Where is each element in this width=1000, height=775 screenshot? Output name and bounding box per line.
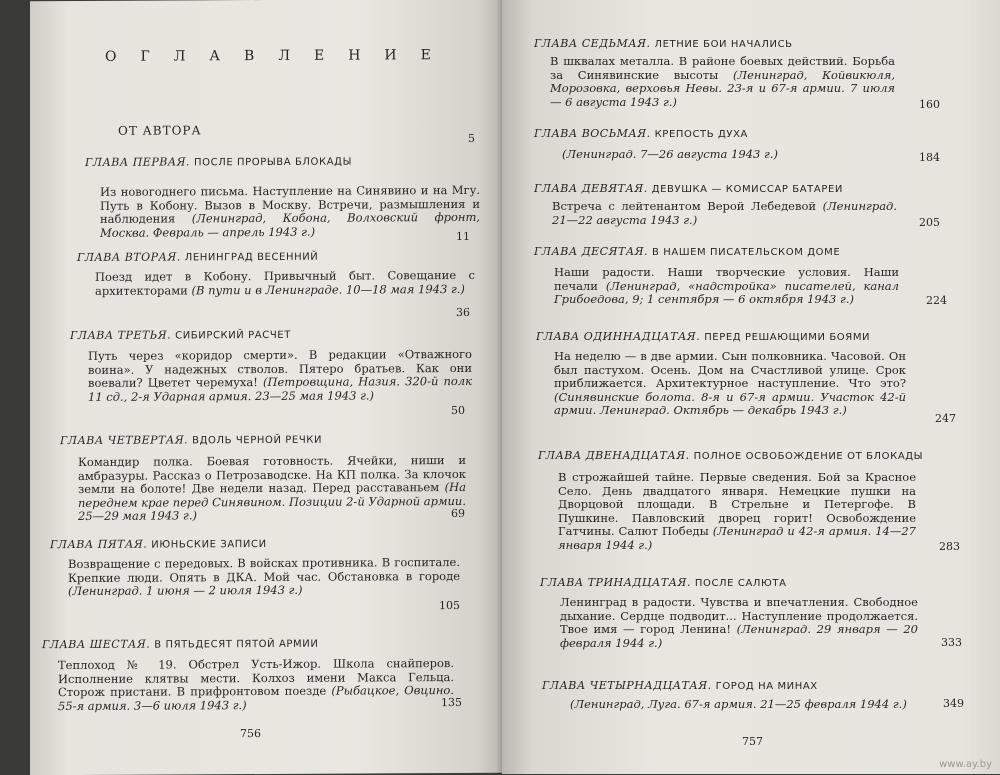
chapter-description bbox=[550, 55, 895, 109]
chapter-description bbox=[78, 454, 466, 524]
chapter-heading bbox=[85, 155, 352, 169]
chapter-page-number: 160 bbox=[919, 98, 940, 111]
chapter-title: ВДОЛЬ ЧЕРНОЙ РЕЧКИ bbox=[192, 434, 323, 447]
chapter-summary: Поезд идет в Кобону. Привычный быт. Совещание с архитекторами bbox=[95, 267, 475, 298]
chapter-heading bbox=[60, 433, 322, 447]
chapter-title: ИЮНЬСКИЕ ЗАПИСИ bbox=[151, 538, 267, 551]
chapter-label: ГЛАВА ШЕСТАЯ. bbox=[42, 637, 151, 652]
chapter-title: КРЕПОСТЬ ДУХА bbox=[654, 129, 748, 140]
chapter-heading bbox=[534, 127, 748, 140]
chapter-page-number: 349 bbox=[943, 697, 964, 710]
chapter-page-number: 283 bbox=[939, 540, 960, 553]
chapter-label: ГЛАВА ТРЕТЬЯ. bbox=[70, 328, 172, 343]
chapter-heading bbox=[538, 449, 923, 462]
chapter-page-number: 247 bbox=[935, 412, 956, 425]
chapter-place-date: (Ленинград. 7—26 августа 1943 г.) bbox=[562, 147, 778, 161]
chapter-place-date: (Ленинград, Луга. 67-я армия. 21—25 февраля 1944 г.) bbox=[570, 697, 907, 711]
chapter-description bbox=[560, 596, 918, 650]
chapter-place-date: (Рыбацкое, Овцино. 55-я армия. 3—6 июля 1943 г.) bbox=[58, 683, 455, 713]
chapter-place-date: (Петровщина, Назия. 320-й полк 11 сд., 2-я Ударная армия. 23—25 мая 1943 г.) bbox=[88, 373, 472, 404]
chapter-heading bbox=[534, 182, 843, 195]
chapter-label: ГЛАВА СЕДЬМАЯ. bbox=[534, 37, 651, 50]
right-page-number: 757 bbox=[742, 735, 763, 748]
chapter-place-date: (Ленинград. 29 января — 20 февраля 1944 г.) bbox=[560, 622, 918, 650]
chapter-summary: Ленинград в радости. Чувства и впечатления. Свободное дыхание. Сердце подводит... Наступление продолжается. Твое имя — город Ленина! bbox=[560, 595, 918, 636]
chapter-label: ГЛАВА ПЯТАЯ. bbox=[50, 537, 148, 552]
chapter-summary: Возвращение с передовых. В войсках противника. В госпитале. Крепкие люди. Опять в ДКА. Мой час. Обстановка в городе bbox=[68, 554, 460, 585]
chapter-label: ГЛАВА ПЕРВАЯ. bbox=[85, 155, 191, 169]
chapter-summary: На неделю — в две армии. Сын полковника. Часовой. Он был пастухом. Осень. Дом на Счастливой улице. Срок приближается. Архитектурное наступление. Что это? bbox=[554, 349, 906, 390]
chapter-description bbox=[68, 556, 460, 599]
chapter-title: СИБИРСКИЙ РАСЧЕТ bbox=[175, 329, 291, 342]
chapter-heading bbox=[534, 245, 840, 258]
chapter-summary: В строжайшей тайне. Первые сведения. Бой за Красное Село. День двадцатого января. Немецкие пушки на Дворцовой площади. В Стрельне и Петергофе. В Пушкине. Павловский дворец горит! Освобождение Гатчины. Салют Победы bbox=[558, 470, 916, 538]
chapter-page-number: 184 bbox=[919, 151, 940, 164]
chapter-page-number: 105 bbox=[439, 598, 460, 613]
chapter-label: ГЛАВА ВТОРАЯ. bbox=[77, 250, 181, 264]
chapter-place-date: (Ленинград и 42-я армия. 14—27 января 1944 г.) bbox=[558, 524, 916, 552]
chapter-description bbox=[95, 269, 475, 298]
chapter-heading bbox=[536, 330, 870, 343]
chapter-description bbox=[100, 184, 480, 240]
chapter-page-number: 205 bbox=[919, 216, 940, 229]
chapter-title: В НАШЕМ ПИСАТЕЛЬСКОМ ДОМЕ bbox=[652, 247, 841, 258]
chapter-label: ГЛАВА ОДИННАДЦАТАЯ. bbox=[536, 330, 701, 343]
chapter-place-date: (Синявинские болота. 8-я и 67-я армии. Участок 42-й армии. Ленинград. Октябрь — декабрь 1943 г.) bbox=[554, 389, 906, 417]
chapter-place-date: (Ленинград, Койвикюля, Морозовка, верховья Невы. 23-я и 67-я армии. 7 июля — 6 августа 1943 г.) bbox=[550, 67, 895, 109]
chapter-title: В ПЯТЬДЕСЯТ ПЯТОЙ АРМИИ bbox=[154, 638, 319, 651]
left-page bbox=[30, 0, 502, 775]
chapter-description bbox=[554, 350, 906, 418]
chapter-label: ГЛАВА ДВЕНАДЦАТАЯ. bbox=[538, 449, 690, 462]
chapter-place-date: (В пути и в Ленинграде. 10—18 мая 1943 г.) bbox=[191, 281, 465, 297]
watermark: www.ay.by bbox=[939, 759, 992, 770]
chapter-label: ГЛАВА ДЕСЯТАЯ. bbox=[534, 245, 649, 258]
chapter-label: ГЛАВА ЧЕТЫРНАДЦАТАЯ. bbox=[542, 679, 712, 692]
chapter-place-date: (Ленинград, «надстройка» писателей, канал Грибоедова, 9; 1 сентября — 6 октября 1943 г.) bbox=[554, 278, 899, 306]
chapter-summary: Из новогоднего письма. Наступление на Синявино и на Мгу. Путь в Кобону. Вызов в Москву. Встречи, размышления и наблюдения bbox=[100, 182, 480, 226]
chapter-description bbox=[562, 148, 902, 162]
chapter-page-number: 333 bbox=[941, 636, 962, 649]
chapter-summary: Командир полка. Боевая готовность. Ячейки, ниши и амбразуры. Рассказ о Петрозаводске. На КП полка. За клочок земли на болоте! Две недели назад. Перед расставаньем bbox=[78, 452, 466, 496]
chapter-title: ЛЕНИНГРАД ВЕСЕННИЙ bbox=[184, 251, 319, 264]
chapter-heading bbox=[77, 250, 318, 264]
chapter-summary: Наши радости. Наши творческие условия. Наши печали bbox=[554, 265, 899, 293]
chapter-label: ГЛАВА ЧЕТВЕРТАЯ. bbox=[60, 433, 189, 448]
chapter-page-number: 50 bbox=[451, 403, 465, 418]
chapter-page-number: 135 bbox=[441, 695, 462, 710]
chapter-summary: Путь через «коридор смерти». В редакции «Отважного воина». У надежных стволов. Пятеро братьев. Как они воевали? Цветет черемуха! bbox=[88, 346, 472, 390]
chapter-heading bbox=[70, 328, 291, 342]
chapter-label: ГЛАВА ТРИНАДЦАТАЯ. bbox=[540, 576, 691, 589]
chapter-place-date: (Ленинград, Кобона, Волховский фронт, Москва. Февраль — апрель 1943 г.) bbox=[100, 209, 480, 240]
chapter-heading bbox=[534, 37, 793, 50]
chapter-label: ГЛАВА ДЕВЯТАЯ. bbox=[534, 182, 648, 195]
chapter-description bbox=[554, 266, 899, 307]
chapter-place-date: (Ленинград. 21—22 августа 1943 г.) bbox=[552, 199, 897, 227]
chapter-summary: Теплоход № 19. Обстрел Усть-Ижор. Школа снайперов. Исполнение клятвы мести. Колхоз имени Макса Гельца. Сторож пристани. В прифронтовом поезде bbox=[58, 656, 454, 700]
chapter-heading bbox=[42, 637, 318, 651]
toc-heading: ОГЛАВЛЕНИЕ bbox=[105, 47, 455, 65]
chapter-page-number: 11 bbox=[456, 229, 470, 244]
left-page-number: 756 bbox=[240, 727, 261, 741]
chapter-heading bbox=[540, 576, 787, 589]
chapter-place-date: (Ленинград. 1 июня — 2 июля 1943 г.) bbox=[68, 582, 303, 599]
chapter-description bbox=[88, 348, 472, 404]
chapter-title: ПОСЛЕ САЛЮТА bbox=[694, 578, 787, 589]
chapter-page-number: 36 bbox=[456, 305, 470, 320]
author-foreword-page: 5 bbox=[468, 131, 475, 145]
chapter-summary: Встреча с лейтенантом Верой Лебедевой bbox=[552, 199, 823, 213]
chapter-title: ПОЛНОЕ ОСВОБОЖДЕНИЕ ОТ БЛОКАДЫ bbox=[693, 451, 924, 462]
chapter-place-date: (На переднем крае перед Синявином. Позиции 2-й Ударной армии. 25—29 мая 1943 г.) bbox=[78, 479, 466, 523]
chapter-description bbox=[570, 698, 930, 712]
chapter-title: ДЕВУШКА — КОМИССАР БАТАРЕИ bbox=[651, 184, 843, 195]
chapter-summary: В шквалах металла. В районе боевых действий. Борьба за Синявинские высоты bbox=[550, 54, 895, 82]
chapter-page-number: 224 bbox=[926, 294, 947, 307]
chapter-description bbox=[58, 657, 454, 713]
author-foreword-label: ОТ АВТОРА bbox=[118, 123, 202, 138]
book-spread bbox=[10, 0, 1000, 774]
chapter-heading bbox=[50, 537, 267, 551]
chapter-title: ПОСЛЕ ПРОРЫВА БЛОКАДЫ bbox=[194, 156, 353, 169]
chapter-description bbox=[552, 200, 897, 227]
chapter-description bbox=[558, 471, 916, 552]
chapter-title: ГОРОД НА МИНАХ bbox=[715, 681, 818, 692]
chapter-title: ПЕРЕД РЕШАЮЩИМИ БОЯМИ bbox=[704, 332, 871, 343]
chapter-label: ГЛАВА ВОСЬМАЯ. bbox=[534, 127, 651, 140]
right-page bbox=[502, 0, 1000, 774]
chapter-title: ЛЕТНИЕ БОИ НАЧАЛИСЬ bbox=[654, 39, 793, 50]
chapter-heading bbox=[542, 679, 818, 692]
chapter-page-number: 69 bbox=[451, 506, 465, 521]
